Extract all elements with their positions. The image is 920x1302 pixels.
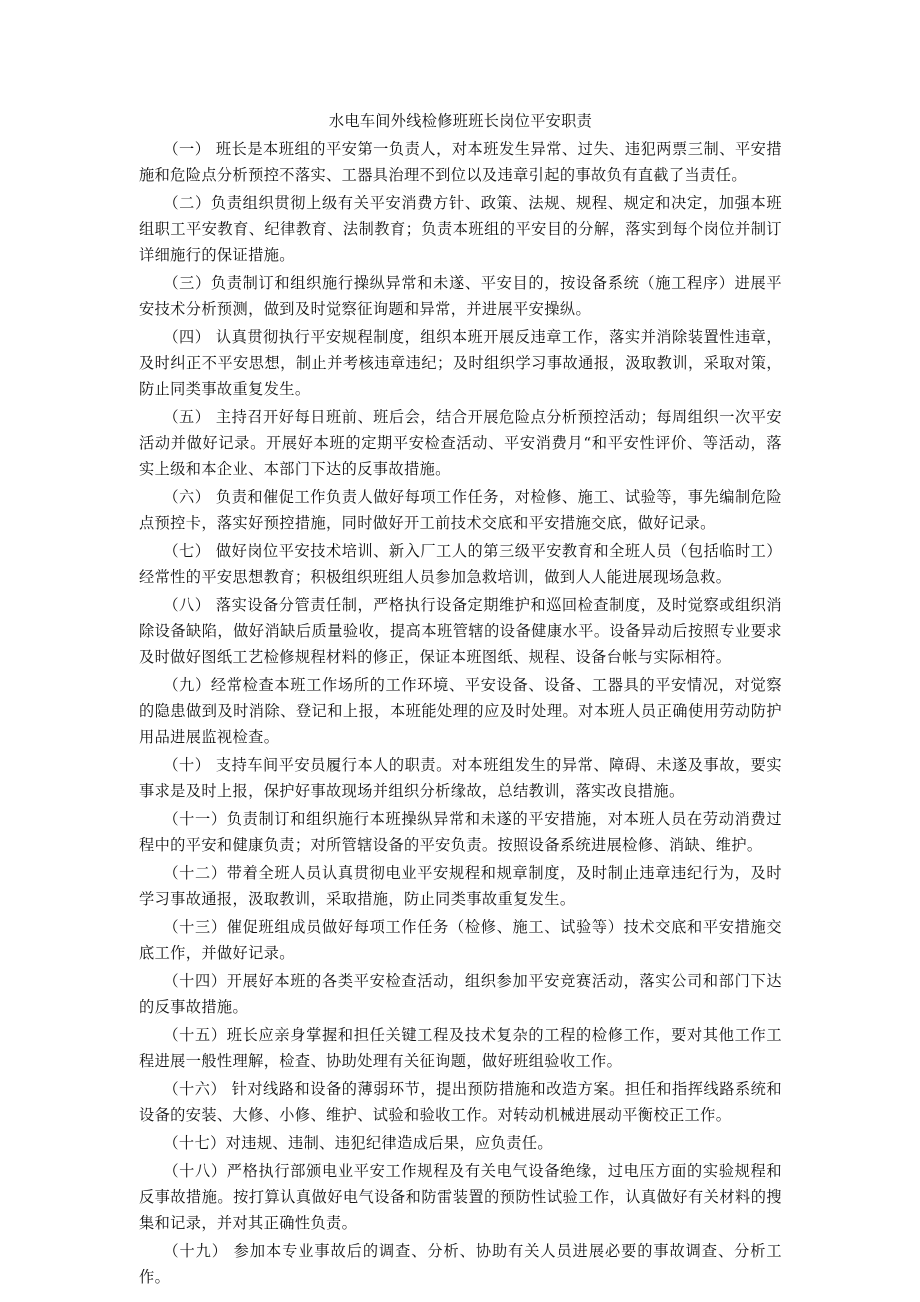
paragraph-12: （十二）带着全班人员认真贯彻电业平安规程和规章制度，及时制止违章违纪行为，及时学习事故通报，汲取教训，采取措施，防止同类事故重复发生。 [139, 864, 782, 908]
paragraph-1: （一） 班长是本班组的平安第一负责人，对本班发生异常、过失、违犯两票三制、平安措施和危险点分析预控不落实、工器具治理不到位以及违章引起的事故负有直截了当责任。 [139, 140, 782, 184]
paragraph-19: （十九） 参加本专业事故后的调查、分析、协助有关人员进展必要的事故调查、分析工作。 [139, 1242, 782, 1286]
paragraph-16: （十六） 针对线路和设备的薄弱环节，提出预防措施和改造方案。担任和指挥线路系统和设备的安装、大修、小修、维护、试验和验收工作。对转动机械进展动平衡校正工作。 [139, 1080, 782, 1124]
paragraph-18: （十八）严格执行部颁电业平安工作规程及有关电气设备绝缘，过电压方面的实验规程和反事故措施。按打算认真做好电气设备和防雷装置的预防性试验工作，认真做好有关材料的搜集和记录，并对其正确性负责。 [139, 1162, 782, 1232]
paragraph-13: （十三）催促班组成员做好每项工作任务（检修、施工、试验等）技术交底和平安措施交底工作，并做好记录。 [139, 918, 782, 962]
document-title: 水电车间外线检修班班长岗位平安职责 [328, 112, 593, 130]
paragraph-7: （七） 做好岗位平安技术培训、新入厂工人的第三级平安教育和全班人员（包括临时工）经常性的平安思想教育；积极组织班组人员参加急救培训，做到人人能进展现场急救。 [139, 542, 782, 586]
paragraph-17: （十七）对违规、违制、违犯纪律造成后果，应负责任。 [163, 1134, 553, 1152]
paragraph-6: （六） 负责和催促工作负责人做好每项工作任务，对检修、施工、试验等，事先编制危险点预控卡，落实好预控措施，同时做好开工前技术交底和平安措施交底，做好记录。 [139, 488, 782, 532]
paragraph-8: （八） 落实设备分管责任制，严格执行设备定期维护和巡回检查制度，及时觉察或组织消除设备缺陷，做好消缺后质量验收，提高本班管辖的设备健康水平。设备异动后按照专业要求及时做好图纸工艺检修规程材料的修正，保证本班图纸、规程、设备台帐与实际相符。 [139, 596, 782, 666]
paragraph-14: （十四）开展好本班的各类平安检查活动，组织参加平安竞赛活动，落实公司和部门下达的反事故措施。 [139, 972, 782, 1016]
document-body [139, 108, 782, 1292]
paragraph-4: （四） 认真贯彻执行平安规程制度，组织本班开展反违章工作，落实并消除装置性违章，及时纠正不平安思想，制止并考核违章违纪；及时组织学习事故通报，汲取教训，采取对策，防止同类事故重复发生。 [139, 328, 782, 398]
paragraph-10: （十） 支持车间平安员履行本人的职责。对本班组发生的异常、障碍、未遂及事故，要实事求是及时上报，保护好事故现场并组织分析缘故，总结教训，落实改良措施。 [139, 756, 782, 800]
paragraph-11: （十一）负责制订和组织施行本班操纵异常和未遂的平安措施，对本班人员在劳动消费过程中的平安和健康负责；对所管辖设备的平安负责。按照设备系统进展检修、消缺、维护。 [139, 810, 782, 854]
paragraph-2: （二）负责组织贯彻上级有关平安消费方针、政策、法规、规程、规定和决定，加强本班组职工平安教育、纪律教育、法制教育；负责本班组的平安目的分解，落实到每个岗位并制订详细施行的保证措施。 [139, 194, 782, 264]
paragraph-9: （九）经常检查本班工作场所的工作环境、平安设备、设备、工器具的平安情况，对觉察的隐患做到及时消除、登记和上报，本班能处理的应及时处理。对本班人员正确使用劳动防护用品进展监视检查。 [139, 676, 782, 746]
paragraph-5: （五） 主持召开好每日班前、班后会，结合开展危险点分析预控活动；每周组织一次平安活动并做好记录。开展好本班的定期平安检查活动、平安消费月“和平安性评价、等活动，落实上级和本企业、本部门下达的反事故措施。 [139, 408, 782, 478]
paragraph-15: （十五）班长应亲身掌握和担任关键工程及技术复杂的工程的检修工作，要对其他工作工程进展一般性理解，检查、协助处理有关征询题，做好班组验收工作。 [139, 1026, 782, 1070]
paragraph-3: （三）负责制订和组织施行操纵异常和未遂、平安目的，按设备系统（施工程序）进展平安技术分析预测，做到及时觉察征询题和异常，并进展平安操纵。 [139, 274, 782, 318]
